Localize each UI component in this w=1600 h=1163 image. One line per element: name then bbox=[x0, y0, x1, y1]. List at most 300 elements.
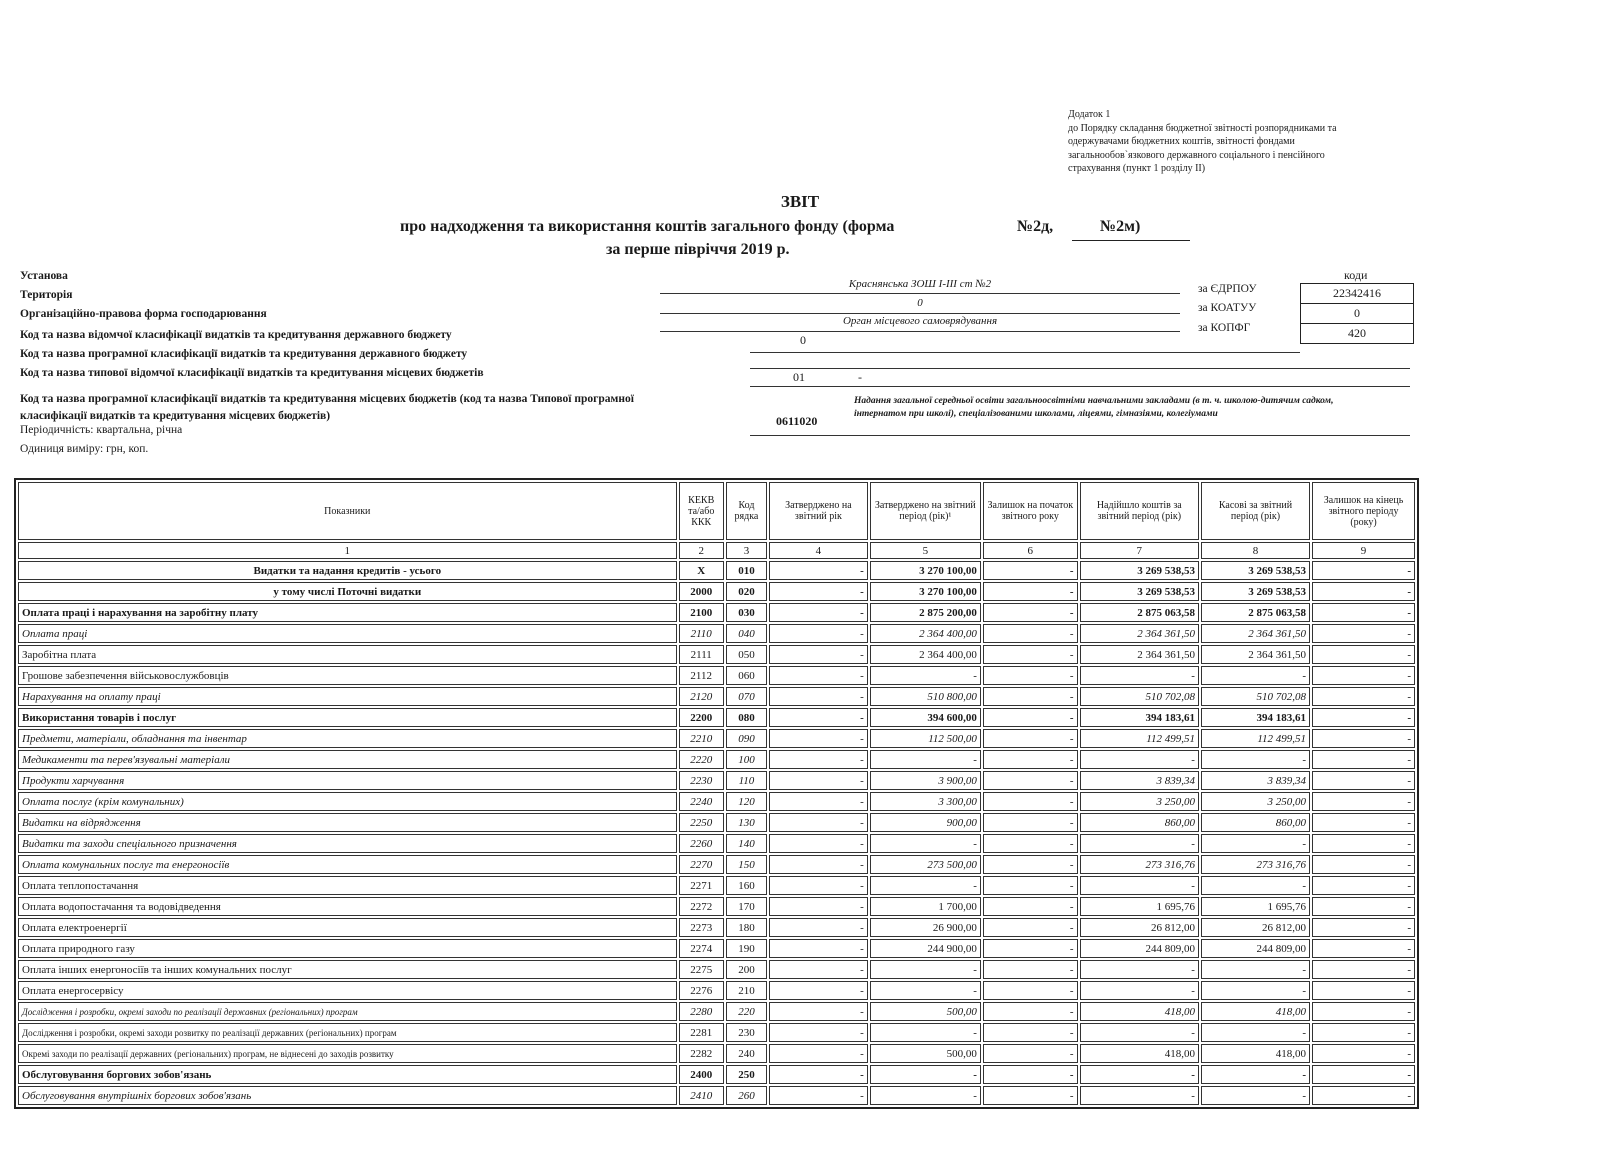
row-code: 140 bbox=[726, 834, 767, 853]
row-balance-end: - bbox=[1312, 960, 1415, 979]
row-code: 020 bbox=[726, 582, 767, 601]
row-received: 394 183,61 bbox=[1080, 708, 1199, 727]
row-balance-start: - bbox=[983, 729, 1078, 748]
row-received: 2 364 361,50 bbox=[1080, 645, 1199, 664]
row-code: 240 bbox=[726, 1044, 767, 1063]
row-kekv: 2271 bbox=[679, 876, 724, 895]
row-received: 273 316,76 bbox=[1080, 855, 1199, 874]
row-received: - bbox=[1080, 1086, 1199, 1105]
row-name: Оплата праці bbox=[18, 624, 677, 643]
table-header-row bbox=[18, 482, 1415, 540]
row-code: 070 bbox=[726, 687, 767, 706]
appendix-line: страхування (пункт 1 розділу II) bbox=[1068, 163, 1206, 174]
row-kekv: 2270 bbox=[679, 855, 724, 874]
table-row bbox=[18, 855, 1415, 874]
appendix-line: одержувачами бюджетних коштів, звітності фондами bbox=[1068, 136, 1295, 147]
row-code: 130 bbox=[726, 813, 767, 832]
row-balance-start: - bbox=[983, 1065, 1078, 1084]
row-balance-start: - bbox=[983, 834, 1078, 853]
appendix-line: Додаток 1 bbox=[1068, 109, 1111, 120]
row-kekv: 2220 bbox=[679, 750, 724, 769]
row-received: - bbox=[1080, 1065, 1199, 1084]
row-code: 260 bbox=[726, 1086, 767, 1105]
row-code: 050 bbox=[726, 645, 767, 664]
row-approved-year: - bbox=[769, 582, 868, 601]
row-cash: 112 499,51 bbox=[1201, 729, 1310, 748]
row-approved-period: 500,00 bbox=[870, 1002, 981, 1021]
row-balance-start: - bbox=[983, 792, 1078, 811]
row-received: 418,00 bbox=[1080, 1002, 1199, 1021]
row-balance-end: - bbox=[1312, 645, 1415, 664]
row-kekv: 2230 bbox=[679, 771, 724, 790]
row-balance-start: - bbox=[983, 1002, 1078, 1021]
row-balance-start: - bbox=[983, 666, 1078, 685]
row-cash: - bbox=[1201, 834, 1310, 853]
table-row bbox=[18, 729, 1415, 748]
table-row bbox=[18, 1044, 1415, 1063]
row-kekv: 2260 bbox=[679, 834, 724, 853]
row-balance-start: - bbox=[983, 960, 1078, 979]
row-balance-start: - bbox=[983, 813, 1078, 832]
col-number: 5 bbox=[870, 542, 981, 559]
row-code: 080 bbox=[726, 708, 767, 727]
row-cash: - bbox=[1201, 750, 1310, 769]
row-approved-period: 1 700,00 bbox=[870, 897, 981, 916]
row-balance-start: - bbox=[983, 876, 1078, 895]
row-balance-end: - bbox=[1312, 624, 1415, 643]
row-approved-period: 500,00 bbox=[870, 1044, 981, 1063]
row-cash: 1 695,76 bbox=[1201, 897, 1310, 916]
row-approved-year: - bbox=[769, 771, 868, 790]
institution-underline bbox=[660, 293, 1180, 294]
row-balance-end: - bbox=[1312, 876, 1415, 895]
local-prog-label: Код та назва програмної класифікації видатків та кредитування місцевих бюджетів (код та назва Типової програмної класифікації видатків та кредитування місцевих бюджетів) bbox=[20, 393, 634, 422]
row-code: 040 bbox=[726, 624, 767, 643]
row-kekv: 2282 bbox=[679, 1044, 724, 1063]
row-balance-end: - bbox=[1312, 918, 1415, 937]
row-code: 230 bbox=[726, 1023, 767, 1042]
row-approved-period: - bbox=[870, 981, 981, 1000]
row-name: Оплата водопостачання та водовідведення bbox=[18, 897, 677, 916]
row-name: Оплата теплопостачання bbox=[18, 876, 677, 895]
row-received: 1 695,76 bbox=[1080, 897, 1199, 916]
col-cash: Касові за звітний період (рік) bbox=[1201, 482, 1310, 540]
table-row bbox=[18, 918, 1415, 937]
unit: Одиниця виміру: грн, коп. bbox=[20, 443, 149, 455]
row-balance-start: - bbox=[983, 603, 1078, 622]
row-approved-year: - bbox=[769, 897, 868, 916]
row-received: 244 809,00 bbox=[1080, 939, 1199, 958]
row-kekv: X bbox=[679, 561, 724, 580]
row-approved-period: - bbox=[870, 960, 981, 979]
typical-dash: - bbox=[858, 370, 862, 384]
table-row bbox=[18, 624, 1415, 643]
row-balance-end: - bbox=[1312, 582, 1415, 601]
row-balance-start: - bbox=[983, 1044, 1078, 1063]
report-period: за перше півріччя 2019 р. bbox=[606, 241, 790, 258]
row-cash: 26 812,00 bbox=[1201, 918, 1310, 937]
institution-value: Краснянська ЗОШ І-ІІІ ст №2 bbox=[848, 278, 992, 290]
row-approved-year: - bbox=[769, 960, 868, 979]
col-number: 7 bbox=[1080, 542, 1199, 559]
row-name: Продукти харчування bbox=[18, 771, 677, 790]
typical-underline bbox=[750, 386, 1410, 387]
row-approved-year: - bbox=[769, 792, 868, 811]
form-number-2: №2м) bbox=[1100, 218, 1141, 235]
row-received: 3 269 538,53 bbox=[1080, 561, 1199, 580]
row-code: 180 bbox=[726, 918, 767, 937]
appendix-line: до Порядку складання бюджетної звітності розпорядниками та bbox=[1068, 122, 1337, 134]
row-name: у тому числі Поточні видатки bbox=[18, 582, 677, 601]
table-row bbox=[18, 561, 1415, 580]
kopfg-code: 420 bbox=[1300, 323, 1414, 344]
row-received: - bbox=[1080, 834, 1199, 853]
row-kekv: 2250 bbox=[679, 813, 724, 832]
row-received: - bbox=[1080, 876, 1199, 895]
row-balance-start: - bbox=[983, 708, 1078, 727]
edrpou-code: 22342416 bbox=[1300, 283, 1414, 304]
row-balance-start: - bbox=[983, 981, 1078, 1000]
row-name: Окремі заходи по реалізації державних (регіональних) програм, не віднесені до заходів розвитку bbox=[18, 1044, 677, 1063]
row-balance-end: - bbox=[1312, 813, 1415, 832]
row-balance-start: - bbox=[983, 750, 1078, 769]
col-row-code: Код рядка bbox=[726, 482, 767, 540]
row-name: Оплата комунальних послуг та енергоносіїв bbox=[18, 855, 677, 874]
row-kekv: 2000 bbox=[679, 582, 724, 601]
row-code: 120 bbox=[726, 792, 767, 811]
row-kekv: 2272 bbox=[679, 897, 724, 916]
table-row bbox=[18, 1086, 1415, 1105]
row-approved-period: - bbox=[870, 750, 981, 769]
row-name: Грошове забезпечення військовослужбовців bbox=[18, 666, 677, 685]
row-cash: - bbox=[1201, 981, 1310, 1000]
row-cash: - bbox=[1201, 1023, 1310, 1042]
row-approved-period: - bbox=[870, 1086, 981, 1105]
legal-form-underline bbox=[660, 331, 1180, 332]
row-code: 160 bbox=[726, 876, 767, 895]
col-received: Надійшло коштів за звітний період (рік) bbox=[1080, 482, 1199, 540]
row-received: 2 875 063,58 bbox=[1080, 603, 1199, 622]
territory-value: 0 bbox=[917, 297, 923, 309]
row-received: 26 812,00 bbox=[1080, 918, 1199, 937]
row-cash: - bbox=[1201, 960, 1310, 979]
row-cash: - bbox=[1201, 876, 1310, 895]
row-cash: 3 839,34 bbox=[1201, 771, 1310, 790]
row-balance-end: - bbox=[1312, 1065, 1415, 1084]
row-received: - bbox=[1080, 666, 1199, 685]
appendix-line: загальнообов`язкового державного соціального і пенсійного bbox=[1068, 149, 1325, 161]
row-approved-year: - bbox=[769, 750, 868, 769]
table-row bbox=[18, 582, 1415, 601]
periodicity: Періодичність: квартальна, річна bbox=[20, 424, 183, 436]
row-approved-period: 273 500,00 bbox=[870, 855, 981, 874]
row-kekv: 2240 bbox=[679, 792, 724, 811]
col-number: 9 bbox=[1312, 542, 1415, 559]
report-subtitle: про надходження та використання коштів загального фонду (форма bbox=[400, 218, 895, 235]
row-balance-start: - bbox=[983, 582, 1078, 601]
row-code: 110 bbox=[726, 771, 767, 790]
row-approved-year: - bbox=[769, 855, 868, 874]
row-approved-period: - bbox=[870, 1065, 981, 1084]
row-kekv: 2110 bbox=[679, 624, 724, 643]
row-name: Видатки та надання кредитів - усього bbox=[18, 561, 677, 580]
row-balance-end: - bbox=[1312, 939, 1415, 958]
row-name: Дослідження і розробки, окремі заходи по реалізації державних (регіональних) програм bbox=[18, 1002, 677, 1021]
row-approved-period: - bbox=[870, 876, 981, 895]
row-kekv: 2276 bbox=[679, 981, 724, 1000]
row-cash: 418,00 bbox=[1201, 1044, 1310, 1063]
row-balance-end: - bbox=[1312, 1023, 1415, 1042]
row-received: 3 250,00 bbox=[1080, 792, 1199, 811]
row-code: 090 bbox=[726, 729, 767, 748]
row-approved-year: - bbox=[769, 1002, 868, 1021]
row-name: Обслуговування внутрішніх боргових зобов'язань bbox=[18, 1086, 677, 1105]
row-cash: - bbox=[1201, 666, 1310, 685]
row-kekv: 2280 bbox=[679, 1002, 724, 1021]
row-received: - bbox=[1080, 1023, 1199, 1042]
row-approved-year: - bbox=[769, 666, 868, 685]
row-balance-end: - bbox=[1312, 729, 1415, 748]
row-kekv: 2400 bbox=[679, 1065, 724, 1084]
row-kekv: 2273 bbox=[679, 918, 724, 937]
row-cash: 510 702,08 bbox=[1201, 687, 1310, 706]
row-received: 3 839,34 bbox=[1080, 771, 1199, 790]
row-cash: 3 269 538,53 bbox=[1201, 582, 1310, 601]
row-name: Видатки та заходи спеціального призначення bbox=[18, 834, 677, 853]
row-received: - bbox=[1080, 750, 1199, 769]
row-approved-year: - bbox=[769, 645, 868, 664]
row-approved-year: - bbox=[769, 1065, 868, 1084]
legal-form-label: Організаційно-правова форма господарювання bbox=[20, 308, 267, 320]
row-balance-start: - bbox=[983, 687, 1078, 706]
row-approved-year: - bbox=[769, 939, 868, 958]
koatuu-code: 0 bbox=[1300, 303, 1414, 324]
kopfg-label: за КОПФГ bbox=[1198, 322, 1251, 334]
row-cash: 244 809,00 bbox=[1201, 939, 1310, 958]
row-approved-period: 3 300,00 bbox=[870, 792, 981, 811]
row-code: 150 bbox=[726, 855, 767, 874]
table-row bbox=[18, 1023, 1415, 1042]
typical-code-value: 01 bbox=[793, 370, 805, 384]
row-approved-period: 26 900,00 bbox=[870, 918, 981, 937]
table-row bbox=[18, 771, 1415, 790]
row-name: Оплата інших енергоносіїв та інших комунальних послуг bbox=[18, 960, 677, 979]
row-approved-year: - bbox=[769, 1086, 868, 1105]
row-approved-year: - bbox=[769, 981, 868, 1000]
row-code: 190 bbox=[726, 939, 767, 958]
row-received: 2 364 361,50 bbox=[1080, 624, 1199, 643]
row-name: Медикаменти та перев'язувальні матеріали bbox=[18, 750, 677, 769]
row-approved-period: - bbox=[870, 834, 981, 853]
table-row bbox=[18, 708, 1415, 727]
legal-form-value: Орган місцевого самоврядування bbox=[842, 315, 998, 327]
row-balance-end: - bbox=[1312, 897, 1415, 916]
form-underline bbox=[1072, 240, 1190, 241]
appendix-note bbox=[1068, 108, 1408, 176]
table-row bbox=[18, 1002, 1415, 1021]
table-row bbox=[18, 1065, 1415, 1084]
row-balance-start: - bbox=[983, 1023, 1078, 1042]
row-name: Заробітна плата bbox=[18, 645, 677, 664]
row-balance-end: - bbox=[1312, 771, 1415, 790]
row-approved-period: 2 364 400,00 bbox=[870, 645, 981, 664]
report-title: ЗВІТ bbox=[780, 192, 820, 211]
row-balance-end: - bbox=[1312, 981, 1415, 1000]
row-name: Використання товарів і послуг bbox=[18, 708, 677, 727]
row-approved-year: - bbox=[769, 624, 868, 643]
row-approved-year: - bbox=[769, 813, 868, 832]
row-approved-period: 510 800,00 bbox=[870, 687, 981, 706]
row-approved-year: - bbox=[769, 1044, 868, 1063]
row-kekv: 2112 bbox=[679, 666, 724, 685]
table-row bbox=[18, 981, 1415, 1000]
row-approved-year: - bbox=[769, 561, 868, 580]
row-kekv: 2111 bbox=[679, 645, 724, 664]
row-approved-year: - bbox=[769, 1023, 868, 1042]
row-code: 250 bbox=[726, 1065, 767, 1084]
row-name: Оплата енергосервісу bbox=[18, 981, 677, 1000]
row-code: 030 bbox=[726, 603, 767, 622]
col-indicator: Показники bbox=[18, 482, 677, 540]
dept-class-label: Код та назва відомчої класифікації видатків та кредитування державного бюджету bbox=[20, 329, 452, 341]
row-kekv: 2100 bbox=[679, 603, 724, 622]
row-cash: 3 250,00 bbox=[1201, 792, 1310, 811]
row-cash: 2 364 361,50 bbox=[1201, 645, 1310, 664]
row-balance-end: - bbox=[1312, 750, 1415, 769]
prog-class-label: Код та назва програмної класифікації видатків та кредитування державного бюджету bbox=[20, 348, 468, 360]
prog-underline bbox=[750, 368, 1410, 369]
row-code: 220 bbox=[726, 1002, 767, 1021]
row-cash: - bbox=[1201, 1086, 1310, 1105]
row-code: 170 bbox=[726, 897, 767, 916]
row-balance-end: - bbox=[1312, 603, 1415, 622]
row-approved-period: 900,00 bbox=[870, 813, 981, 832]
row-kekv: 2200 bbox=[679, 708, 724, 727]
col-kekv: КЕКВ та/або ККК bbox=[679, 482, 724, 540]
row-approved-year: - bbox=[769, 687, 868, 706]
table-row bbox=[18, 750, 1415, 769]
row-balance-end: - bbox=[1312, 1086, 1415, 1105]
row-kekv: 2120 bbox=[679, 687, 724, 706]
row-balance-end: - bbox=[1312, 666, 1415, 685]
typical-class-label: Код та назва типової відомчої класифікації видатків та кредитування місцевих бюджетів bbox=[20, 367, 484, 379]
row-cash: 394 183,61 bbox=[1201, 708, 1310, 727]
table-row bbox=[18, 834, 1415, 853]
row-kekv: 2275 bbox=[679, 960, 724, 979]
row-name: Видатки на відрядження bbox=[18, 813, 677, 832]
row-balance-start: - bbox=[983, 561, 1078, 580]
row-balance-start: - bbox=[983, 918, 1078, 937]
table-row bbox=[18, 813, 1415, 832]
row-name: Оплата послуг (крім комунальних) bbox=[18, 792, 677, 811]
dept-code-value: 0 bbox=[800, 333, 806, 347]
table-row bbox=[18, 687, 1415, 706]
col-balance-end: Залишок на кінець звітного періоду (року) bbox=[1312, 482, 1415, 540]
row-name: Оплата праці і нарахування на заробітну плату bbox=[18, 603, 677, 622]
table-row bbox=[18, 960, 1415, 979]
row-approved-year: - bbox=[769, 603, 868, 622]
row-balance-start: - bbox=[983, 939, 1078, 958]
row-kekv: 2274 bbox=[679, 939, 724, 958]
row-approved-period: 3 270 100,00 bbox=[870, 582, 981, 601]
row-cash: 3 269 538,53 bbox=[1201, 561, 1310, 580]
row-balance-end: - bbox=[1312, 834, 1415, 853]
row-cash: 418,00 bbox=[1201, 1002, 1310, 1021]
row-balance-start: - bbox=[983, 855, 1078, 874]
row-received: 418,00 bbox=[1080, 1044, 1199, 1063]
row-balance-end: - bbox=[1312, 687, 1415, 706]
row-approved-year: - bbox=[769, 876, 868, 895]
row-approved-period: 2 364 400,00 bbox=[870, 624, 981, 643]
table-row bbox=[18, 897, 1415, 916]
row-approved-period: 112 500,00 bbox=[870, 729, 981, 748]
row-approved-period: 3 900,00 bbox=[870, 771, 981, 790]
col-number: 6 bbox=[983, 542, 1078, 559]
row-approved-year: - bbox=[769, 708, 868, 727]
row-balance-end: - bbox=[1312, 708, 1415, 727]
local-prog-code: 0611020 bbox=[776, 414, 818, 428]
koatuu-label: за КОАТУУ bbox=[1198, 302, 1257, 314]
row-name: Обслуговування боргових зобов'язань bbox=[18, 1065, 677, 1084]
report-table bbox=[14, 478, 1419, 1109]
institution-label: Установа bbox=[20, 270, 68, 282]
table-row bbox=[18, 876, 1415, 895]
row-received: 112 499,51 bbox=[1080, 729, 1199, 748]
table-row bbox=[18, 666, 1415, 685]
local-prog-desc: Надання загальної середньої освіти загальноосвітніми навчальними закладами (в т. ч. школою-дитячим садком, інтернатом при школі), спеціалізованими школами, ліцеями, гімназіями, колегіумами bbox=[854, 396, 1334, 419]
row-name: Оплата природного газу bbox=[18, 939, 677, 958]
col-number: 1 bbox=[18, 542, 677, 559]
row-cash: - bbox=[1201, 1065, 1310, 1084]
row-received: 510 702,08 bbox=[1080, 687, 1199, 706]
row-received: 860,00 bbox=[1080, 813, 1199, 832]
row-balance-end: - bbox=[1312, 561, 1415, 580]
row-approved-period: 244 900,00 bbox=[870, 939, 981, 958]
row-balance-end: - bbox=[1312, 792, 1415, 811]
row-cash: 2 875 063,58 bbox=[1201, 603, 1310, 622]
col-balance-start: Залишок на початок звітного року bbox=[983, 482, 1078, 540]
row-balance-end: - bbox=[1312, 1002, 1415, 1021]
row-balance-start: - bbox=[983, 624, 1078, 643]
row-name: Дослідження і розробки, окремі заходи розвитку по реалізації державних (регіональних) програм bbox=[18, 1023, 677, 1042]
row-approved-period: 394 600,00 bbox=[870, 708, 981, 727]
codes-header: коди bbox=[1344, 268, 1368, 282]
row-code: 200 bbox=[726, 960, 767, 979]
row-name: Оплата електроенергії bbox=[18, 918, 677, 937]
dept-underline bbox=[750, 352, 1300, 353]
row-cash: 860,00 bbox=[1201, 813, 1310, 832]
row-code: 210 bbox=[726, 981, 767, 1000]
row-approved-period: - bbox=[870, 666, 981, 685]
row-code: 100 bbox=[726, 750, 767, 769]
row-cash: 273 316,76 bbox=[1201, 855, 1310, 874]
territory-label: Територія bbox=[20, 289, 73, 301]
row-received: - bbox=[1080, 981, 1199, 1000]
col-number: 4 bbox=[769, 542, 868, 559]
row-received: 3 269 538,53 bbox=[1080, 582, 1199, 601]
local-prog-underline bbox=[750, 435, 1410, 436]
col-number: 3 bbox=[726, 542, 767, 559]
row-balance-start: - bbox=[983, 897, 1078, 916]
row-approved-period: - bbox=[870, 1023, 981, 1042]
row-balance-start: - bbox=[983, 1086, 1078, 1105]
row-approved-period: 3 270 100,00 bbox=[870, 561, 981, 580]
row-approved-period: 2 875 200,00 bbox=[870, 603, 981, 622]
form-number-1: №2д, bbox=[1017, 218, 1054, 235]
row-balance-end: - bbox=[1312, 855, 1415, 874]
edrpou-label: за ЄДРПОУ bbox=[1198, 283, 1257, 295]
row-balance-end: - bbox=[1312, 1044, 1415, 1063]
